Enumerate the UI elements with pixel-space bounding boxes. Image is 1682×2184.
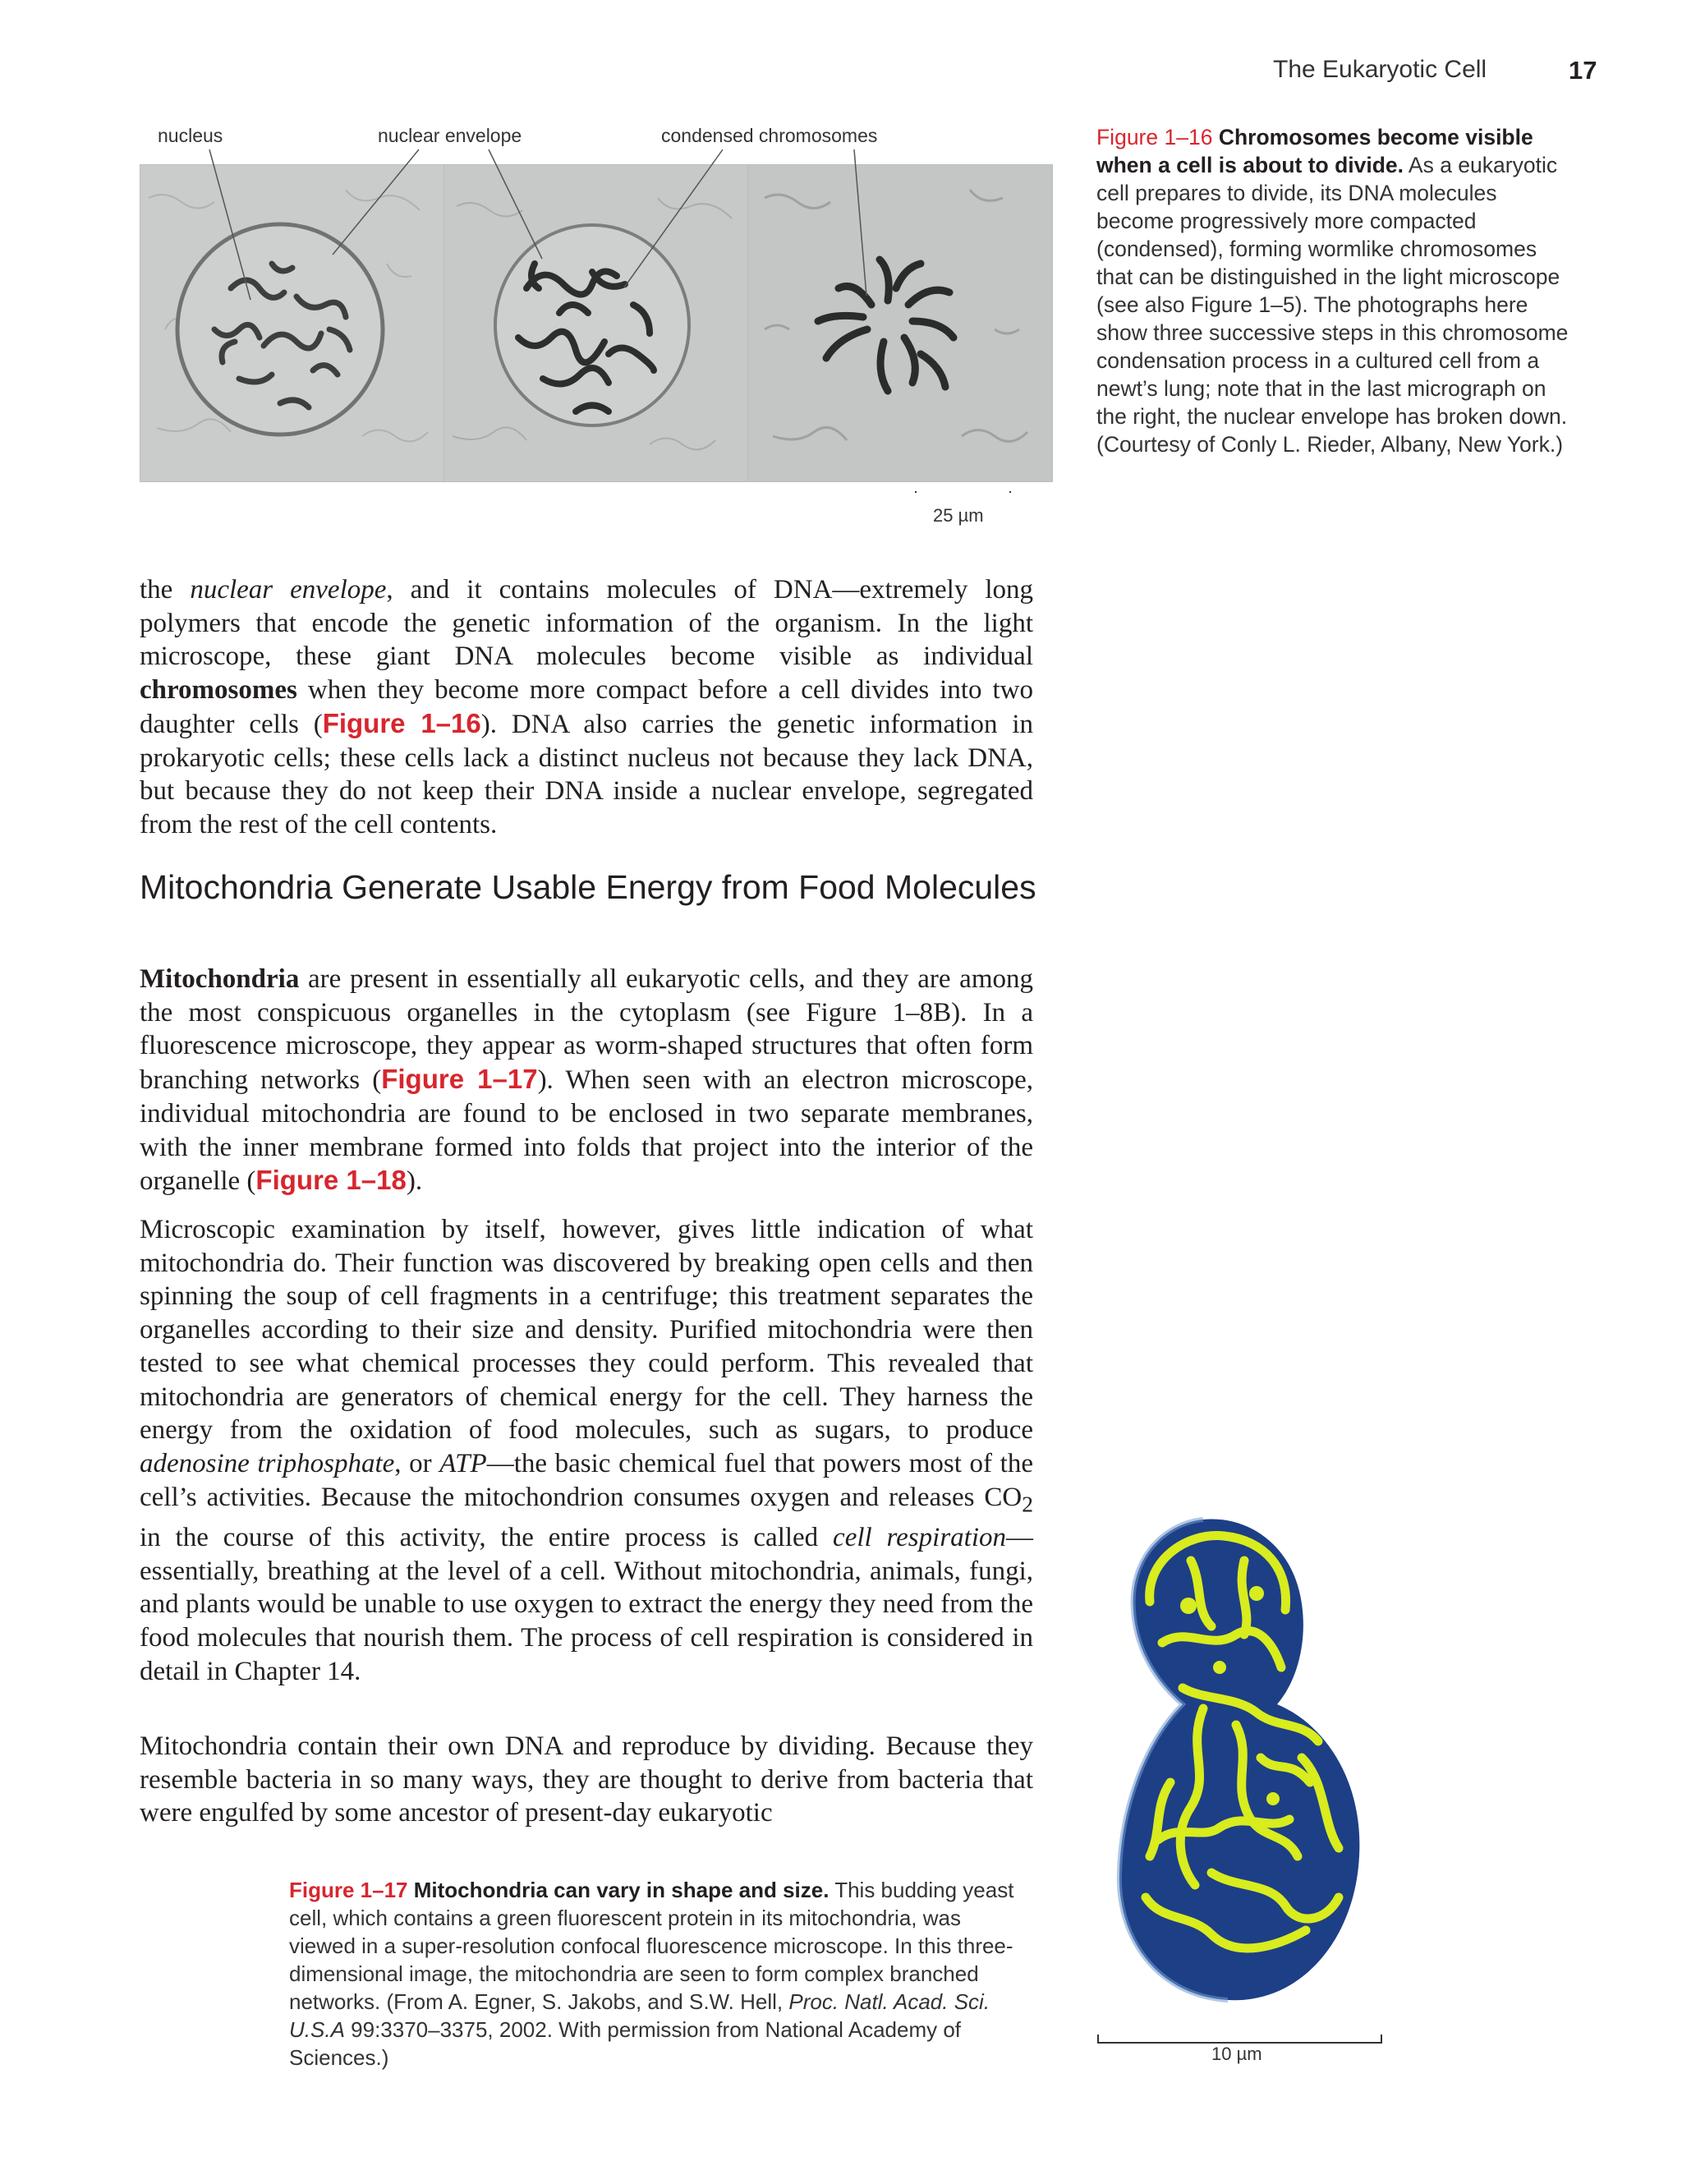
figure-label-leader-lines (0, 0, 1068, 493)
fig16-caption-number: Figure 1–16 (1096, 125, 1213, 149)
label-condensed-chromosomes: condensed chromosomes (661, 125, 878, 146)
body-paragraph-4: Mitochondria contain their own DNA and reproduce by dividing. Because they resemble bacteria in so many ways, they are thought to derive from bacteria that were engulfed by some ancestor of present-day eukaryotic (140, 1731, 1033, 1828)
budding-yeast-cell-image (1113, 1511, 1376, 2004)
body-paragraph-3: Microscopic examination by itself, however, gives little indication of what mitochondria do. Their function was discovered by breaking open cells and then spinning the soup of cell fragments in a centrifuge; this treatment separates the organelles according to their size and density. Purified mitochondria were then tested to see what chemical processes they could perform. This revealed that mitochondria are generators of chemical energy for the cell. They harness the energy from the oxidation of food molecules, such as sugars, to produce adenosine triphosphate, or ATP—the basic chemical fuel that powers most of the cell’s activities. Because the mitochondrion consumes oxygen and releases $CO_2$ in the course of this activity, the entire process is called cell respiration—essentially, breathing at the level of a cell. Without mitochondria, animals, fungi, and plants would be unable to use oxygen to extract the energy they need from the food molecules that nourish them. The process of cell respiration is considered in detail in Chapter 14. (140, 1215, 1033, 1686)
label-nuclear-envelope: nuclear envelope (378, 125, 522, 146)
fig16-scale-bar-line (916, 491, 1010, 493)
figure-1-16-caption (1096, 123, 1569, 458)
body-paragraph-1: the nuclear envelope, and it contains molecules of DNA—extremely long polymers that encode the genetic information of the organism. In the light microscope, these giant DNA molecules become visible as individual chromosomes when they become more compact before a cell divides into two daughter cells (Figure 1–16). DNA also carries the genetic information in prokaryotic cells; these cells lack a distinct nucleus not because they lack DNA, but because they do not keep their DNA inside a nuclear envelope, segregated from the rest of the cell contents. (140, 575, 1034, 839)
fig17-caption-title: Mitochondria can vary in shape and size. (413, 1878, 830, 1902)
fig17-scale-bar-label: 10 µm (1211, 2044, 1262, 2064)
figure-1-17-caption: Figure 1–17 Mitochondria can vary in shape and size. This budding yeast cell, which contains a green fluorescent protein in its mitochondria, was viewed in a super-resolution confocal fluorescence microscope. In this three-dimensional image, the mitochondria are seen to form complex branched networks. (From A. Egner, S. Jakobs, and S.W. Hell, Proc. Natl. Acad. Sci. U.S.A 99:3370–3375, 2002. With permission from National Academy of Sciences.) (289, 1878, 1014, 2070)
fig16-caption-text: As a eukaryotic cell prepares to divide, its DNA molecules become progressively more compacted (condensed), forming wormlike chromosomes that can be distinguished in the light microscope (see also Figure 1–5). The photographs here show three successive steps in this chromosome condensation process in a cultured cell from a newt’s lung; note that in the last micrograph on the right, the nuclear envelope has broken down. (Courtesy of Conly L. Rieder, Albany, New York.) (1096, 153, 1569, 457)
fig16-scale-bar-label: 25 µm (933, 505, 984, 526)
running-head: The Eukaryotic Cell (1273, 56, 1487, 83)
page-number: 17 (1569, 56, 1597, 85)
figure-reference-link[interactable]: Figure 1–16 (322, 707, 481, 738)
label-nucleus: nucleus (158, 125, 223, 146)
fig16-caption-title: Chromosomes become visible when a cell is about to divide. (1096, 125, 1533, 177)
body-paragraph-2: Mitochondria are present in essentially all eukaryotic cells, and they are among the most conspicuous organelles in the cytoplasm (see Figure 1–8B). In a fluorescence microscope, they appear as worm-shaped structures that often form branching networks (Figure 1–17). When seen with an electron microscope, individual mitochondria are found to be enclosed in two separate membranes, with the inner membrane formed into folds that project into the interior of the organelle (Figure 1–18). (140, 964, 1034, 1197)
fig17-caption-number: Figure 1–17 (289, 1878, 408, 1902)
section-heading: Mitochondria Generate Usable Energy from Food Molecules (140, 868, 1036, 906)
figure-reference-link[interactable]: Figure 1–17 (381, 1064, 538, 1095)
figure-reference-link[interactable]: Figure 1–18 (255, 1165, 407, 1196)
